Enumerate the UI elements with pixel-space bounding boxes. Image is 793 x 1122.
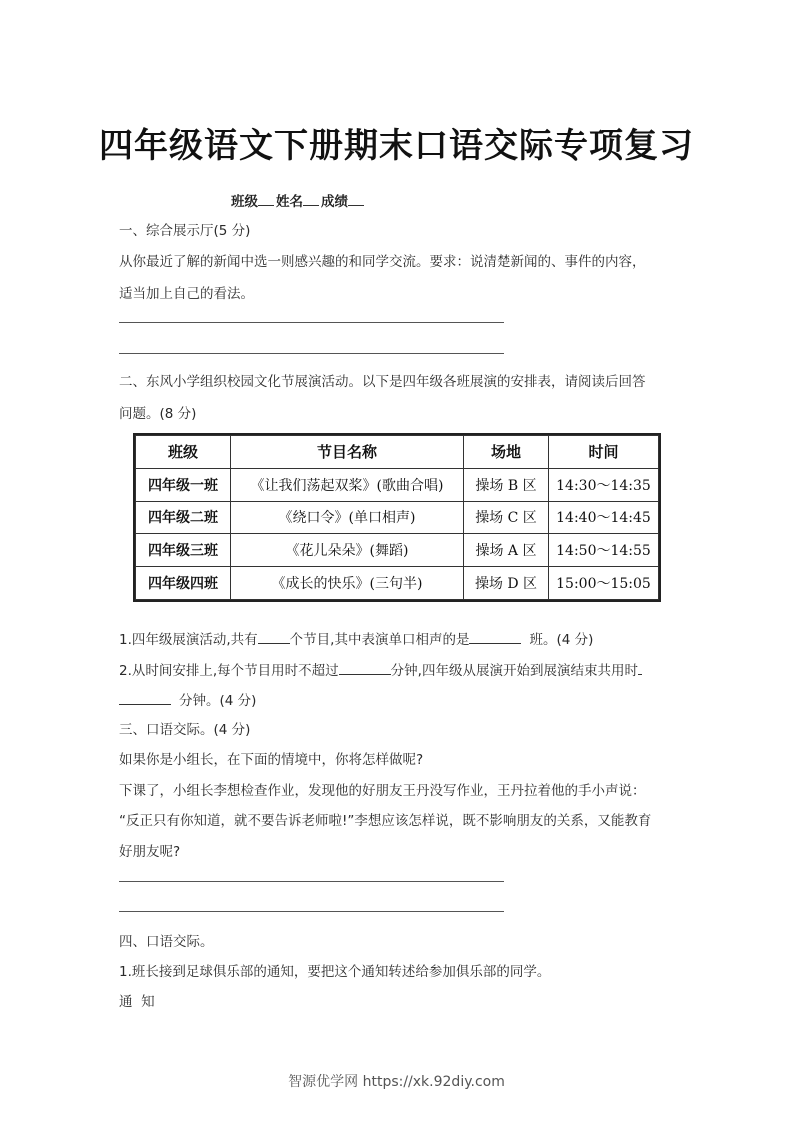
q3-text-line3: “反正只有你知道，就不要告诉老师啦!”李想应该怎样说，既不影响朋友的关系，又能教育 — [119, 813, 652, 829]
table-cell: 操场 D 区 — [464, 567, 549, 600]
table-row — [136, 501, 659, 534]
name-label: 姓名 — [276, 194, 303, 210]
q2-sub1-text-a: 1.四年级展演活动,共有 — [119, 632, 258, 648]
class-blank[interactable] — [258, 193, 274, 206]
q4-text-line1: 1.班长接到足球俱乐部的通知，要把这个通知转述给参加俱乐部的同学。 — [119, 964, 551, 980]
table-cell: 四年级四班 — [136, 567, 231, 600]
table-cell: 四年级一班 — [136, 468, 231, 501]
q3-answer-line[interactable] — [119, 911, 504, 912]
q2-sub2-text-c: 分钟。(4 分) — [179, 693, 257, 709]
table-header: 节目名称 — [231, 436, 464, 469]
table-cell: 15:00～15:05 — [549, 567, 659, 600]
q2-sub1 — [119, 628, 593, 648]
table-cell: 操场 B 区 — [464, 468, 549, 501]
schedule-table-frame — [133, 433, 661, 602]
q4-heading: 四、口语交际。 — [119, 934, 214, 950]
q2-sub1-blank-class[interactable] — [469, 631, 521, 644]
page-title: 四年级语文下册期末口语交际专项复习 — [99, 126, 694, 166]
q4-notice-heading: 通 知 — [119, 994, 155, 1010]
q2-sub2-text-b: 分钟,四年级从展演开始到展演结束共用时 — [390, 663, 638, 679]
q2-sub1-blank-count[interactable] — [258, 631, 290, 644]
q2-sub2-blank-total[interactable] — [119, 692, 171, 705]
q2-sub2-text-a: 2.从时间安排上,每个节目用时不超过 — [119, 663, 339, 679]
table-header-row — [136, 436, 659, 469]
table-row — [136, 534, 659, 567]
name-blank[interactable] — [303, 193, 319, 206]
q1-answer-line[interactable] — [119, 322, 504, 323]
q3-text-line2: 下课了，小组长李想检查作业，发现他的好朋友王丹没写作业，王丹拉着他的手小声说： — [119, 783, 646, 799]
table-cell: 四年级三班 — [136, 534, 231, 567]
q2-sub2-blank-minutes[interactable] — [339, 662, 391, 675]
q1-heading: 一、综合展示厅(5 分) — [119, 223, 251, 239]
q1-text-line2: 适当加上自己的看法。 — [119, 286, 254, 302]
table-cell: 《绕口令》(单口相声) — [231, 501, 464, 534]
table-cell: 14:50～14:55 — [549, 534, 659, 567]
table-cell: 操场 C 区 — [464, 501, 549, 534]
table-cell: 四年级二班 — [136, 501, 231, 534]
q3-heading: 三、口语交际。(4 分) — [119, 722, 251, 738]
table-cell: 《花儿朵朵》(舞蹈) — [231, 534, 464, 567]
schedule-table — [135, 435, 659, 600]
q1-answer-line[interactable] — [119, 353, 504, 354]
table-header: 班级 — [136, 436, 231, 469]
table-header: 时间 — [549, 436, 659, 469]
table-cell: 《让我们荡起双桨》(歌曲合唱) — [231, 468, 464, 501]
table-row — [136, 567, 659, 600]
student-info-line — [231, 190, 366, 210]
q3-text-line4: 好朋友呢? — [119, 844, 181, 860]
q2-sub2-line1 — [119, 659, 642, 679]
score-label: 成绩 — [321, 194, 348, 210]
class-label: 班级 — [231, 194, 258, 210]
q2-sub1-text-c: 班。(4 分) — [529, 632, 594, 648]
q2-sub2-line2 — [119, 689, 256, 709]
table-row — [136, 468, 659, 501]
score-blank[interactable] — [348, 193, 364, 206]
footer-watermark: 智源优学网 https://xk.92diy.com — [288, 1074, 505, 1090]
table-cell: 14:40～14:45 — [549, 501, 659, 534]
q2-text-line2: 问题。(8 分) — [119, 406, 197, 422]
q3-answer-line[interactable] — [119, 881, 504, 882]
table-cell: 《成长的快乐》(三句半) — [231, 567, 464, 600]
table-cell: 操场 A 区 — [464, 534, 549, 567]
table-cell: 14:30～14:35 — [549, 468, 659, 501]
q2-sub1-text-b: 个节目,其中表演单口相声的是 — [289, 632, 470, 648]
q1-text-line1: 从你最近了解的新闻中选一则感兴趣的和同学交流。要求：说清楚新闻的、事件的内容， — [119, 254, 646, 270]
q2-text-line1: 二、东风小学组织校园文化节展演活动。以下是四年级各班展演的安排表，请阅读后回答 — [119, 374, 646, 390]
q3-text-line1: 如果你是小组长，在下面的情境中，你将怎样做呢? — [119, 752, 424, 768]
table-header: 场地 — [464, 436, 549, 469]
q2-sub2-underline-tail — [638, 662, 642, 675]
